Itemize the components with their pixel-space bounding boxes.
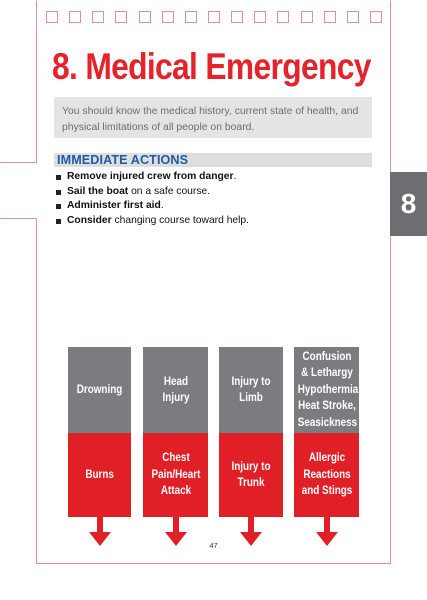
bullet-icon	[56, 175, 61, 180]
punch-hole	[370, 11, 382, 23]
punch-hole	[92, 11, 104, 23]
grid-cell-bottom[interactable]: Injury to Trunk	[219, 433, 283, 517]
bullet-icon	[56, 190, 61, 195]
page-title: 8. Medical Emergency	[52, 46, 371, 87]
grid-cell-top[interactable]: Head Injury	[143, 347, 208, 433]
action-item: Remove injured crew from danger.	[56, 170, 249, 185]
grid-cell-bottom[interactable]: Burns	[68, 433, 131, 517]
immediate-actions-heading: IMMEDIATE ACTIONS	[54, 153, 372, 167]
action-item: Consider changing course toward help.	[56, 214, 249, 229]
action-item: Sail the boat on a safe course.	[56, 185, 249, 200]
immediate-actions-list	[56, 170, 249, 228]
bullet-icon	[56, 219, 61, 224]
punch-hole	[185, 11, 197, 23]
punch-hole	[301, 11, 313, 23]
bullet-icon	[56, 204, 61, 209]
intro-box: You should know the medical history, current state of health, and physical limitations of all people on board.	[54, 97, 372, 138]
punch-hole	[139, 11, 151, 23]
punch-hole	[347, 11, 359, 23]
grid-cell-top[interactable]: Confusion & Lethargy Hypothermia, Heat Stroke, Seasickness	[294, 347, 359, 433]
punch-hole	[231, 11, 243, 23]
grid-cell-top[interactable]: Injury to Limb	[219, 347, 283, 433]
punch-hole	[277, 11, 289, 23]
punch-hole	[69, 11, 81, 23]
punch-holes	[46, 11, 382, 25]
punch-hole	[162, 11, 174, 23]
punch-hole	[324, 11, 336, 23]
grid-cell-bottom[interactable]: Chest Pain/Heart Attack	[143, 433, 208, 517]
punch-hole	[254, 11, 266, 23]
grid-cell-top[interactable]: Drowning	[68, 347, 131, 433]
action-item: Administer first aid.	[56, 199, 249, 214]
grid-cell-bottom[interactable]: Allergic Reactions and Stings	[294, 433, 359, 517]
page-number: 47	[209, 541, 218, 550]
punch-hole	[208, 11, 220, 23]
chapter-tab[interactable]: 8	[390, 172, 427, 236]
punch-hole	[46, 11, 58, 23]
punch-hole	[115, 11, 127, 23]
